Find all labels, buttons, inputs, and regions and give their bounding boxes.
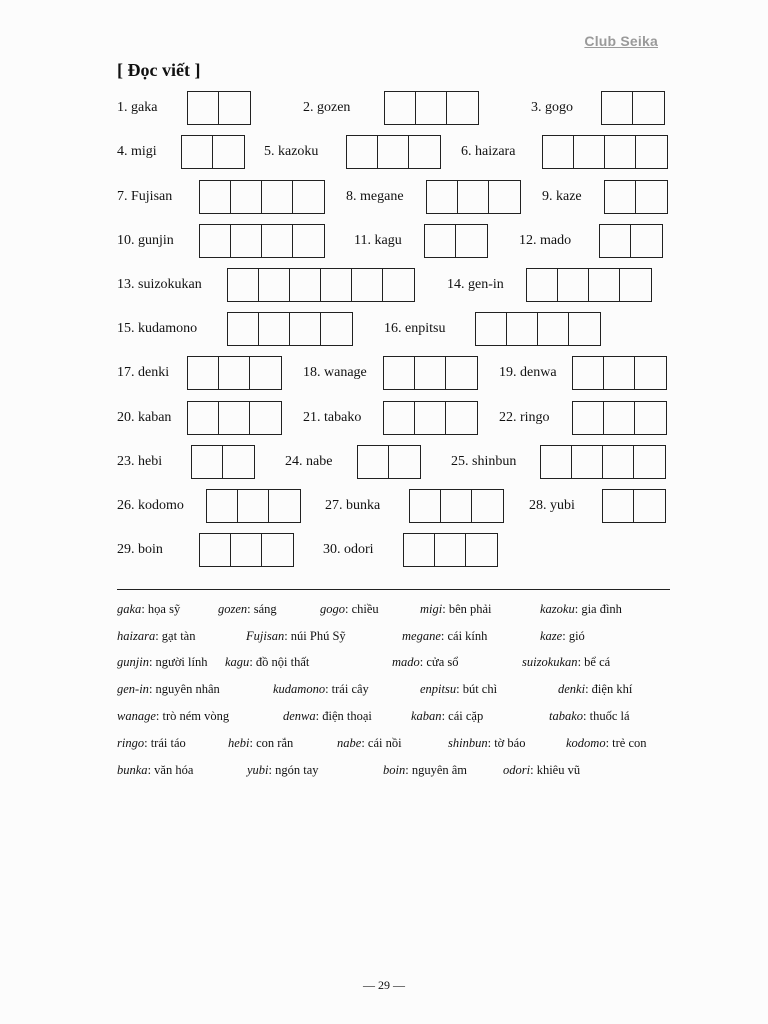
glossary-row <box>117 706 677 726</box>
exercise-row <box>117 91 670 125</box>
page-number: — 29 — <box>363 978 405 992</box>
answer-boxes[interactable] <box>199 533 294 567</box>
glossary-word: odori <box>503 763 531 777</box>
answer-box[interactable] <box>321 313 352 345</box>
answer-box[interactable] <box>573 402 604 434</box>
exercise-label: 30. odori <box>323 542 374 557</box>
glossary-meaning: : điện thoại <box>315 709 372 723</box>
answer-box[interactable] <box>636 181 667 213</box>
glossary-entry <box>558 679 632 699</box>
glossary-entry <box>283 706 372 726</box>
glossary-meaning: : con rắn <box>249 736 294 750</box>
answer-box[interactable] <box>384 357 415 389</box>
answer-boxes[interactable] <box>199 180 325 214</box>
answer-box[interactable] <box>456 225 487 257</box>
glossary-entry <box>540 626 585 646</box>
glossary-word: gen-in <box>117 682 149 696</box>
answer-box[interactable] <box>634 446 665 478</box>
exercise-label: 4. migi <box>117 144 157 159</box>
exercise-label: 27. bunka <box>325 498 381 513</box>
glossary-meaning: : gia đình <box>574 602 622 616</box>
glossary-word: nabe <box>337 736 362 750</box>
glossary-row <box>117 626 677 646</box>
answer-box[interactable] <box>472 490 503 522</box>
answer-boxes[interactable] <box>599 224 663 258</box>
glossary-entry <box>117 679 220 699</box>
answer-box[interactable] <box>213 136 244 168</box>
exercise-row <box>117 356 670 390</box>
glossary-word: kudamono <box>273 682 326 696</box>
answer-boxes[interactable] <box>383 401 478 435</box>
exercise-label: 13. suizokukan <box>117 277 202 292</box>
glossary-word: kaban <box>411 709 442 723</box>
glossary-word: kazoku <box>540 602 575 616</box>
glossary-word: denwa <box>283 709 316 723</box>
glossary-word: gozen <box>218 602 248 616</box>
glossary-entry <box>448 733 525 753</box>
answer-boxes[interactable] <box>475 312 601 346</box>
glossary-entry <box>117 733 186 753</box>
exercise-label: 1. gaka <box>117 100 158 115</box>
glossary-entry <box>503 760 580 780</box>
exercise-row <box>117 312 670 346</box>
answer-boxes[interactable] <box>206 489 301 523</box>
answer-boxes[interactable] <box>181 135 245 169</box>
answer-box[interactable] <box>476 313 507 345</box>
glossary-word: suizokukan <box>522 655 578 669</box>
answer-boxes[interactable] <box>540 445 666 479</box>
exercise-label: 3. gogo <box>531 100 573 115</box>
glossary-word: enpitsu <box>420 682 457 696</box>
glossary-word: boin <box>383 763 406 777</box>
answer-box[interactable] <box>238 490 269 522</box>
answer-box[interactable] <box>219 357 250 389</box>
exercise-row <box>117 489 670 523</box>
glossary-word: yubi <box>247 763 269 777</box>
answer-box[interactable] <box>207 490 238 522</box>
glossary-meaning: : trò ném vòng <box>155 709 230 723</box>
glossary-meaning: : nguyên âm <box>405 763 468 777</box>
answer-box[interactable] <box>409 136 440 168</box>
glossary-word: megane <box>402 629 441 643</box>
glossary-meaning: : bút chì <box>456 682 498 696</box>
glossary-meaning: : tờ báo <box>487 736 526 750</box>
glossary-entry <box>273 679 369 699</box>
answer-boxes[interactable] <box>424 224 488 258</box>
answer-box[interactable] <box>633 92 664 124</box>
answer-boxes[interactable] <box>572 401 667 435</box>
glossary-meaning: : văn hóa <box>147 763 194 777</box>
glossary-meaning: : gió <box>562 629 585 643</box>
answer-boxes[interactable] <box>227 268 415 302</box>
glossary-meaning: : khiêu vũ <box>530 763 581 777</box>
answer-boxes[interactable] <box>604 180 668 214</box>
answer-boxes[interactable] <box>187 91 251 125</box>
glossary-meaning: : bên phải <box>442 602 492 616</box>
answer-box[interactable] <box>489 181 520 213</box>
glossary-entry <box>420 679 497 699</box>
exercise-label: 5. kazoku <box>264 144 319 159</box>
answer-box[interactable] <box>383 269 414 301</box>
glossary-entry <box>411 706 483 726</box>
glossary-meaning: : cái cặp <box>441 709 484 723</box>
answer-box[interactable] <box>574 136 605 168</box>
exercise-label: 26. kodomo <box>117 498 184 513</box>
glossary-entry <box>402 626 487 646</box>
exercise-label: 20. kaban <box>117 410 172 425</box>
exercise-row <box>117 533 670 567</box>
glossary-word: ringo <box>117 736 145 750</box>
glossary-entry <box>117 706 229 726</box>
exercise-label: 19. denwa <box>499 365 557 380</box>
answer-box[interactable] <box>223 446 254 478</box>
answer-boxes[interactable] <box>601 91 665 125</box>
answer-box[interactable] <box>231 225 262 257</box>
glossary-word: gaka <box>117 602 142 616</box>
answer-box[interactable] <box>603 490 634 522</box>
answer-box[interactable] <box>634 490 665 522</box>
answer-box[interactable] <box>192 446 223 478</box>
answer-box[interactable] <box>410 490 441 522</box>
answer-box[interactable] <box>290 269 321 301</box>
glossary-word: bunka <box>117 763 148 777</box>
glossary-row <box>117 652 677 672</box>
answer-box[interactable] <box>527 269 558 301</box>
answer-box[interactable] <box>543 136 574 168</box>
exercise-row <box>117 224 670 258</box>
glossary-word: tabako <box>549 709 584 723</box>
answer-boxes[interactable] <box>409 489 504 523</box>
glossary-word: wanage <box>117 709 156 723</box>
answer-box[interactable] <box>441 490 472 522</box>
answer-box[interactable] <box>620 269 651 301</box>
answer-box[interactable] <box>262 225 293 257</box>
answer-box[interactable] <box>589 269 620 301</box>
exercise-row <box>117 401 670 435</box>
exercise-row <box>117 268 670 302</box>
answer-box[interactable] <box>378 136 409 168</box>
glossary-word: mado <box>392 655 420 669</box>
answer-box[interactable] <box>602 92 633 124</box>
exercise-row <box>117 180 670 214</box>
answer-box[interactable] <box>259 269 290 301</box>
answer-box[interactable] <box>188 402 219 434</box>
answer-box[interactable] <box>384 402 415 434</box>
glossary-entry <box>337 733 402 753</box>
glossary-meaning: : nguyên nhân <box>148 682 220 696</box>
answer-box[interactable] <box>188 357 219 389</box>
answer-box[interactable] <box>446 357 477 389</box>
answer-box[interactable] <box>631 225 662 257</box>
glossary-meaning: : cái kính <box>440 629 488 643</box>
answer-boxes[interactable] <box>526 268 652 302</box>
answer-box[interactable] <box>231 181 262 213</box>
answer-box[interactable] <box>572 446 603 478</box>
glossary-entry <box>117 599 180 619</box>
answer-boxes[interactable] <box>572 356 667 390</box>
glossary-meaning: : bể cá <box>577 655 611 669</box>
glossary-entry <box>117 652 207 672</box>
answer-box[interactable] <box>352 269 383 301</box>
answer-box[interactable] <box>200 534 231 566</box>
glossary-entry <box>246 626 346 646</box>
glossary-word: gunjin <box>117 655 149 669</box>
answer-boxes[interactable] <box>383 356 478 390</box>
answer-box[interactable] <box>605 136 636 168</box>
glossary-word: hebi <box>228 736 250 750</box>
answer-box[interactable] <box>404 534 435 566</box>
answer-box[interactable] <box>228 269 259 301</box>
glossary-entry <box>549 706 630 726</box>
glossary-entry <box>320 599 379 619</box>
glossary-word: kagu <box>225 655 250 669</box>
answer-boxes[interactable] <box>187 401 282 435</box>
glossary-meaning: : trái táo <box>144 736 186 750</box>
glossary-meaning: : cửa sổ <box>419 655 459 669</box>
answer-box[interactable] <box>605 181 636 213</box>
glossary-meaning: : họa sỹ <box>141 602 181 616</box>
glossary-meaning: : núi Phú Sỹ <box>284 629 346 643</box>
glossary-meaning: : thuốc lá <box>583 709 630 723</box>
page-title: [ Đọc viết ] <box>117 60 201 80</box>
answer-box[interactable] <box>435 534 466 566</box>
answer-box[interactable] <box>182 136 213 168</box>
answer-box[interactable] <box>635 402 666 434</box>
answer-box[interactable] <box>231 534 262 566</box>
glossary-entry <box>540 599 622 619</box>
answer-boxes[interactable] <box>602 489 666 523</box>
exercise-label: 9. kaze <box>542 189 582 204</box>
answer-box[interactable] <box>569 313 600 345</box>
answer-box[interactable] <box>415 357 446 389</box>
glossary-entry <box>117 626 195 646</box>
answer-box[interactable] <box>425 225 456 257</box>
glossary-row <box>117 733 677 753</box>
answer-box[interactable] <box>269 490 300 522</box>
answer-boxes[interactable] <box>346 135 441 169</box>
answer-box[interactable] <box>321 269 352 301</box>
exercise-label: 8. megane <box>346 189 404 204</box>
answer-box[interactable] <box>446 402 477 434</box>
answer-box[interactable] <box>228 313 259 345</box>
exercise-label: 16. enpitsu <box>384 321 446 336</box>
exercise-label: 14. gen-in <box>447 277 504 292</box>
exercise-label: 10. gunjin <box>117 233 174 248</box>
exercise-label: 11. kagu <box>354 233 402 248</box>
answer-box[interactable] <box>358 446 389 478</box>
answer-box[interactable] <box>541 446 572 478</box>
answer-box[interactable] <box>603 446 634 478</box>
glossary-meaning: : ngón tay <box>268 763 319 777</box>
exercise-label: 6. haizara <box>461 144 516 159</box>
answer-box[interactable] <box>466 534 497 566</box>
glossary-entry <box>225 652 309 672</box>
divider <box>117 589 670 590</box>
exercise-label: 7. Fujisan <box>117 189 173 204</box>
glossary-entry <box>522 652 610 672</box>
answer-boxes[interactable] <box>426 180 521 214</box>
answer-box[interactable] <box>458 181 489 213</box>
answer-box[interactable] <box>558 269 589 301</box>
answer-box[interactable] <box>262 181 293 213</box>
answer-box[interactable] <box>447 92 478 124</box>
glossary-word: kaze <box>540 629 563 643</box>
answer-box[interactable] <box>219 402 250 434</box>
answer-box[interactable] <box>188 92 219 124</box>
answer-boxes[interactable] <box>191 445 255 479</box>
exercise-label: 2. gozen <box>303 100 351 115</box>
answer-box[interactable] <box>389 446 420 478</box>
exercise-label: 12. mado <box>519 233 572 248</box>
exercise-label: 17. denki <box>117 365 170 380</box>
glossary-meaning: : cái nồi <box>361 736 402 750</box>
glossary-entry <box>566 733 647 753</box>
exercise-label: 29. boin <box>117 542 163 557</box>
glossary-meaning: : sáng <box>247 602 277 616</box>
exercise-label: 24. nabe <box>285 454 333 469</box>
answer-box[interactable] <box>259 313 290 345</box>
glossary-entry <box>228 733 293 753</box>
glossary-meaning: : người lính <box>148 655 208 669</box>
answer-boxes[interactable] <box>227 312 353 346</box>
glossary-meaning: : trái cây <box>325 682 369 696</box>
answer-box[interactable] <box>250 357 281 389</box>
glossary-word: kodomo <box>566 736 606 750</box>
answer-box[interactable] <box>347 136 378 168</box>
answer-box[interactable] <box>573 357 604 389</box>
glossary-entry <box>392 652 459 672</box>
answer-box[interactable] <box>200 225 231 257</box>
brand-header: Club Seika <box>584 33 658 49</box>
glossary-entry <box>218 599 277 619</box>
glossary-meaning: : điện khí <box>585 682 633 696</box>
answer-box[interactable] <box>604 402 635 434</box>
answer-box[interactable] <box>507 313 538 345</box>
answer-box[interactable] <box>415 402 446 434</box>
glossary-meaning: : trẻ con <box>605 736 647 750</box>
glossary-meaning: : gạt tàn <box>155 629 196 643</box>
glossary-word: gogo <box>320 602 345 616</box>
exercise-label: 25. shinbun <box>451 454 517 469</box>
glossary-row <box>117 679 677 699</box>
exercise-label: 28. yubi <box>529 498 575 513</box>
answer-boxes[interactable] <box>403 533 498 567</box>
answer-boxes[interactable] <box>357 445 421 479</box>
answer-boxes[interactable] <box>384 91 479 125</box>
answer-box[interactable] <box>250 402 281 434</box>
exercise-label: 15. kudamono <box>117 321 198 336</box>
glossary-row <box>117 599 677 619</box>
glossary-row <box>117 760 677 780</box>
answer-boxes[interactable] <box>187 356 282 390</box>
answer-box[interactable] <box>538 313 569 345</box>
exercise-row <box>117 135 670 169</box>
answer-box[interactable] <box>262 534 293 566</box>
glossary-word: shinbun <box>448 736 488 750</box>
exercise-row <box>117 445 670 479</box>
answer-box[interactable] <box>385 92 416 124</box>
answer-box[interactable] <box>293 181 324 213</box>
exercise-label: 21. tabako <box>303 410 362 425</box>
glossary-word: denki <box>558 682 586 696</box>
exercise-label: 23. hebi <box>117 454 163 469</box>
answer-box[interactable] <box>290 313 321 345</box>
glossary-entry <box>383 760 467 780</box>
answer-box[interactable] <box>600 225 631 257</box>
glossary-meaning: : chiều <box>345 602 379 616</box>
answer-box[interactable] <box>200 181 231 213</box>
glossary-entry <box>247 760 319 780</box>
glossary-word: Fujisan <box>246 629 285 643</box>
exercise-label: 18. wanage <box>303 365 367 380</box>
answer-box[interactable] <box>293 225 324 257</box>
glossary-entry <box>117 760 193 780</box>
exercise-label: 22. ringo <box>499 410 550 425</box>
glossary-word: migi <box>420 602 443 616</box>
answer-box[interactable] <box>636 136 667 168</box>
answer-box[interactable] <box>416 92 447 124</box>
glossary-meaning: : đồ nội thất <box>249 655 310 669</box>
glossary-word: haizara <box>117 629 156 643</box>
glossary-entry <box>420 599 492 619</box>
answer-box[interactable] <box>604 357 635 389</box>
answer-box[interactable] <box>635 357 666 389</box>
answer-boxes[interactable] <box>199 224 325 258</box>
answer-boxes[interactable] <box>542 135 668 169</box>
answer-box[interactable] <box>427 181 458 213</box>
answer-box[interactable] <box>219 92 250 124</box>
